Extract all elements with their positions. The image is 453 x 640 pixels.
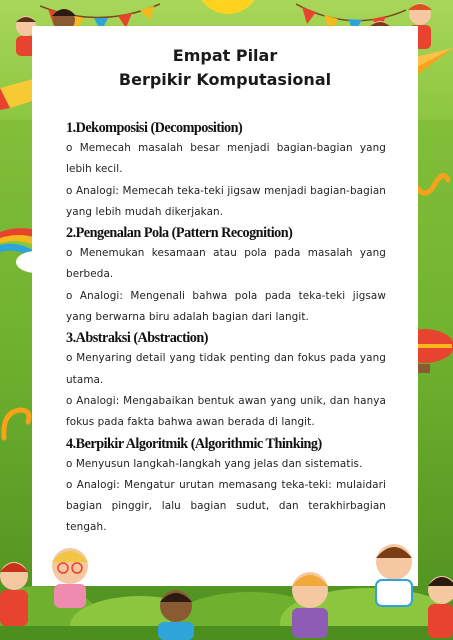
child-bottom-5-illustration xyxy=(364,538,424,608)
section-point: o Analogi: Mengabaikan bentuk awan yang unik, dan hanya fokus pada fakta bahwa awan berada di langit. xyxy=(66,394,386,429)
section-algorithmic-thinking xyxy=(66,434,386,539)
section-point: o Memecah masalah besar menjadi bagian-bagian yang lebih kecil. xyxy=(66,142,386,176)
child-bottom-6-illustration xyxy=(424,570,453,640)
section-heading: 2.Pengenalan Pola (Pattern Recognition) xyxy=(66,225,293,242)
child-bottom-3-illustration xyxy=(150,586,202,640)
title-line-1: Empat Pilar xyxy=(172,46,278,65)
section-abstraction xyxy=(66,328,386,433)
section-point: o Menyusun langkah-langkah yang jelas dan sistematis. xyxy=(66,457,363,470)
section-heading: 1.Dekomposisi (Decomposition) xyxy=(66,120,243,136)
section-heading: 3.Abstraksi (Abstraction) xyxy=(66,330,208,347)
pillars-content xyxy=(66,118,386,539)
section-point: o Analogi: Memecah teka-teki jigsaw menjadi bagian-bagian yang lebih mudah dikerjakan. xyxy=(66,184,386,218)
section-heading: 4.Berpikir Algoritmik (Algorithmic Thinking) xyxy=(66,435,322,452)
section-point: o Analogi: Mengatur urutan memasang teka-teki: mulaidari bagian pinggir, lalu bagian sudut, dan terakhirbagian tengah. xyxy=(66,478,386,534)
section-decomposition xyxy=(66,118,386,223)
squiggle-decoration-icon xyxy=(0,402,34,442)
section-pattern-recognition xyxy=(66,223,386,328)
title-line-2: Berpikir Komputasional xyxy=(118,70,332,89)
child-bottom-1-illustration xyxy=(0,556,34,630)
section-point: o Menemukan kesamaan atau pola pada masalah yang berbeda. xyxy=(66,247,386,281)
section-point: o Menyaring detail yang tidak penting dan fokus pada yang utama. xyxy=(66,352,386,386)
child-bottom-2-illustration xyxy=(40,540,102,610)
section-point: o Analogi: Mengenali bahwa pola pada teka-teki jigsaw yang berwarna biru adalah bagian dari langit. xyxy=(66,289,386,324)
page-title xyxy=(32,44,418,92)
child-bottom-4-illustration xyxy=(280,566,340,640)
